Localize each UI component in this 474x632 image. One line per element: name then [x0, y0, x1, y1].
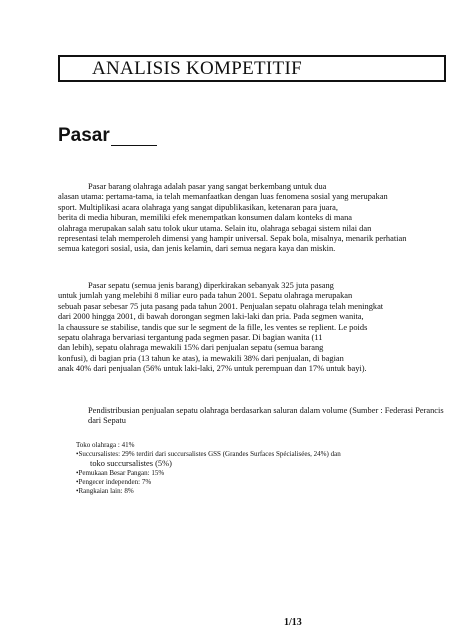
distribution-item: •Pengecer independen: 7%: [76, 478, 152, 486]
paragraph-market-overview: [58, 182, 450, 255]
paragraph-line: untuk jumlah yang melebihi 8 miliar euro pada tahun 2001. Sepatu olahraga merupakan: [58, 291, 353, 301]
distribution-item: •Succursalistes: 29% terdiri dari succursalistes GSS (Grandes Surfaces Spécialisées, 24%) dan: [76, 450, 341, 458]
section-heading: Pasar: [58, 125, 110, 146]
paragraph-line: Pendistribusian penjualan sepatu olahraga berdasarkan saluran dalam volume (Sumber : Federasi Perancis dari Sepatu: [88, 406, 444, 426]
document-title: ANALISIS KOMPETITIF: [92, 58, 302, 79]
paragraph-line: sport. Multiplikasi acara olahraga yang sangat dipublikasikan, ketenaran para juara,: [58, 202, 338, 212]
paragraph-distribution-intro: [58, 406, 450, 427]
section-heading-underline: [111, 145, 157, 146]
paragraph-line: anak 40% dari penjualan (56% untuk laki-laki, 27% untuk perempuan dan 17% untuk bayi).: [58, 364, 367, 374]
paragraph-line: alasan utama: pertama-tama, ia telah memanfaatkan dengan luas fenomena sosial yang merupakan: [58, 192, 388, 202]
paragraph-line: sebuah pasar sebesar 75 juta pasang pada tahun 2001. Penjualan sepatu olahraga telah meningkat: [58, 301, 384, 311]
paragraph-line: olahraga merupakan salah satu tolok ukur utama. Selain itu, olahraga sebagai sistem nilai dan: [58, 223, 372, 233]
paragraph-line: representasi telah memperoleh dimensi yang hampir universal. Sepak bola, misalnya, menarik perhatian: [58, 234, 407, 244]
paragraph-line: konfusi), di bagian pria (13 tahun ke atas), ia mewakili 38% dari penjualan, di bagian: [58, 353, 344, 363]
distribution-item: •Rangkaian lain: 8%: [76, 487, 134, 495]
paragraph-line: Pasar sepatu (semua jenis barang) diperkirakan sebanyak 325 juta pasang: [88, 281, 334, 290]
paragraph-line: la chaussure se stabilise, tandis que sur le segment de la fille, les ventes se replient. Le poids: [58, 322, 368, 332]
distribution-list: [76, 441, 448, 496]
paragraph-line: dan lebih), sepatu olahraga mewakili 15% dari penjualan sepatu (semua barang: [58, 343, 324, 353]
page-number: 1/13: [284, 617, 302, 628]
paragraph-line: semua kategori sosial, usia, dan jenis kelamin, dari semua negara kaya dan miskin.: [58, 244, 336, 254]
paragraph-line: Pasar barang olahraga adalah pasar yang sangat berkembang untuk dua: [88, 182, 327, 191]
distribution-item: Toko olahraga : 41%: [76, 441, 135, 449]
paragraph-line: sepatu olahraga bervariasi tergantung pada segmen pasar. Di bagian wanita (11: [58, 333, 323, 343]
distribution-item-continuation: toko succursalistes (5%): [90, 459, 172, 468]
paragraph-line: berita di media hiburan, memiliki efek menempatkan konsumen dalam konteks di mana: [58, 213, 352, 223]
paragraph-shoe-market: [58, 281, 450, 375]
paragraph-line: dari 2000 hingga 2001, di bawah dorongan segmen laki-laki dan pria. Pada segmen wanita,: [58, 312, 364, 322]
distribution-item: •Pemukaan Besar Pangan: 15%: [76, 469, 165, 477]
